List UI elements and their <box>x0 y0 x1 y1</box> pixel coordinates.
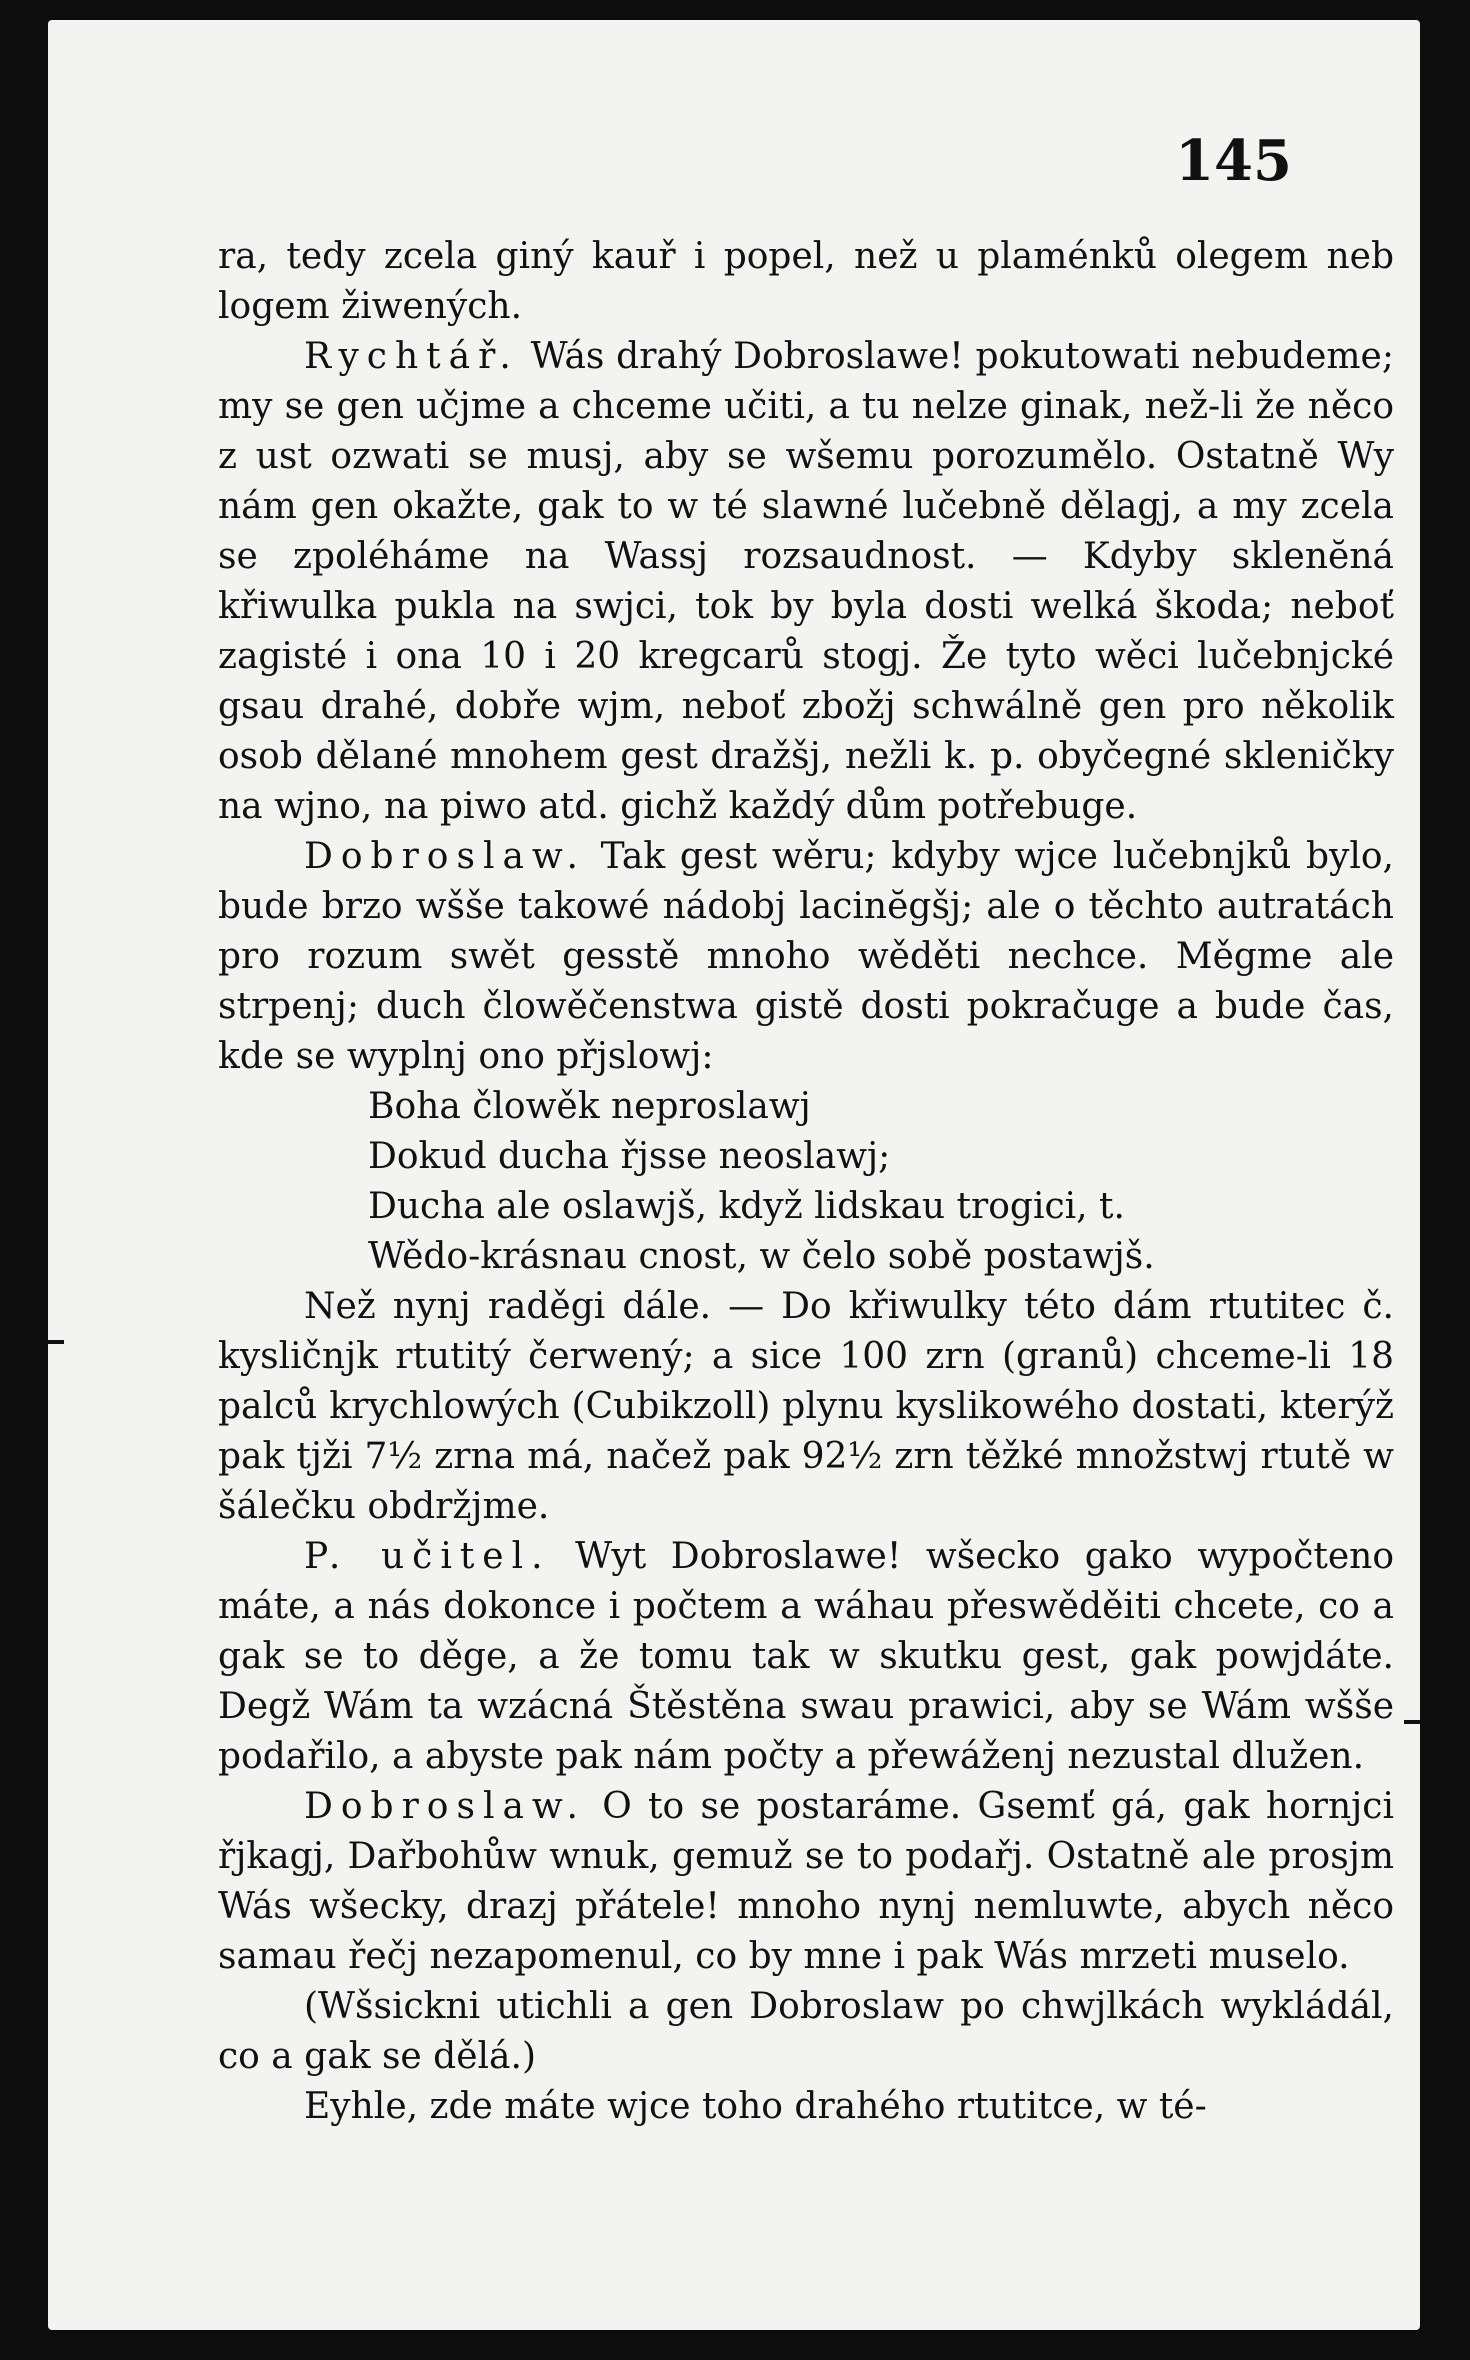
speech-text: Wás drahý Dobroslawe! pokutowati nebudeme; my se gen učjme a chceme učiti, a tu nelze ginak, než-li že něco z ust ozwati se musj, aby se wšemu porozumělo. Ostatně Wy nám gen okažte, gak to w té slawné lučebně dělagj, a my zcela se zpoléháme na Wassj rozsaudnost. — Kdyby sklenĕná křiwulka pukla na swjci, tok by byla dosti welká škoda; neboť zagisté i ona 10 i 20 kregcarů stogj. Že tyto wěci lučebnjcké gsau drahé, dobře wjm, neboť zbožj schwálně gen pro několik osob dělané mnohem gest dražšj, nežli k. p. obyčegné skleničky na wjno, na piwo atd. gichž každý dům potřebuge. <box>218 336 1394 827</box>
dialogue-paragraph <box>218 1782 1394 1982</box>
page-edge-mark <box>48 1340 64 1344</box>
page-edge-mark <box>1404 1720 1420 1724</box>
verse-line: Wědo-krásnau cnost, w čelo sobě postawjš. <box>368 1236 1155 1277</box>
page-number: 145 <box>1175 128 1292 194</box>
paragraph: Eyhle, zde máte wjce toho drahého rtutitce, w té- <box>304 2086 1207 2127</box>
verse-line: Ducha ale oslawjš, když lidskau trogici, t. <box>368 1186 1125 1227</box>
dialogue-paragraph <box>218 832 1394 1082</box>
speaker-name: Dobroslaw. <box>304 1786 586 1827</box>
speaker-name: Rychtář. <box>304 336 519 377</box>
verse-block <box>218 1082 1394 1282</box>
book-page <box>48 20 1420 2330</box>
verse-line: Dokud ducha řjsse neoslawj; <box>368 1136 891 1177</box>
speech-text: Tak gest wěru; kdyby wjce lučebnjků bylo, bude brzo wšše takowé nádobj lacinĕgšj; ale o těchto autratách pro rozum swět gesstě mnoho wěděti nechce. Měgme ale strpenj; duch člowěčenstwa gistě dosti pokračuge a bude čas, kde se wyplnj ono přjslowj: <box>218 836 1394 1077</box>
speaker-name: Dobroslaw. <box>304 836 586 877</box>
speaker-name: P. učitel. <box>304 1536 551 1577</box>
dialogue-paragraph <box>218 1532 1394 1782</box>
speech-text: Wyt Dobroslawe! wšecko gako wypočteno máte, a nás dokonce i počtem a wáhau přeswěděiti chcete, co a gak se to děge, a že tomu tak w skutku gest, gak powjdáte. Degž Wám ta wzácná Štěstěna swau prawici, aby se Wám wšše podařilo, a abyste pak nám počty a přewáženj nezustal dlužen. <box>218 1536 1394 1777</box>
speech-text: O to se postaráme. Gsemť gá, gak hornjci řjkagj, Dařbohůw wnuk, gemuž se to podařj. Ostatně ale prosjm Wás wšecky, drazj přátele! mnoho nynj nemluwte, abych něco samau řečj nezapomenul, co by mne i pak Wás mrzeti muselo. <box>218 1786 1394 1977</box>
stage-direction: (Wšsickni utichli a gen Dobroslaw po chwjlkách wykládál, co a gak se dělá.) <box>218 1986 1394 2077</box>
dialogue-paragraph <box>218 332 1394 832</box>
paragraph: Než nynj raděgi dále. — Do křiwulky této dám rtutitec č. kysličnjk rtutitý čerwený; a sice 100 zrn (granů) chceme-li 18 palců krychlowých (Cubikzoll) plynu kyslikowého dostati, kterýž pak tjži 7½ zrna má, načež pak 92½ zrn těžké množstwj rtutě w šálečku obdržjme. <box>218 1286 1394 1527</box>
paragraph: ra, tedy zcela giný kauř i popel, než u plaménků olegem neb logem žiwených. <box>218 236 1394 327</box>
verse-line: Boha člowěk neproslawj <box>368 1086 811 1127</box>
page-text <box>218 232 1394 2132</box>
